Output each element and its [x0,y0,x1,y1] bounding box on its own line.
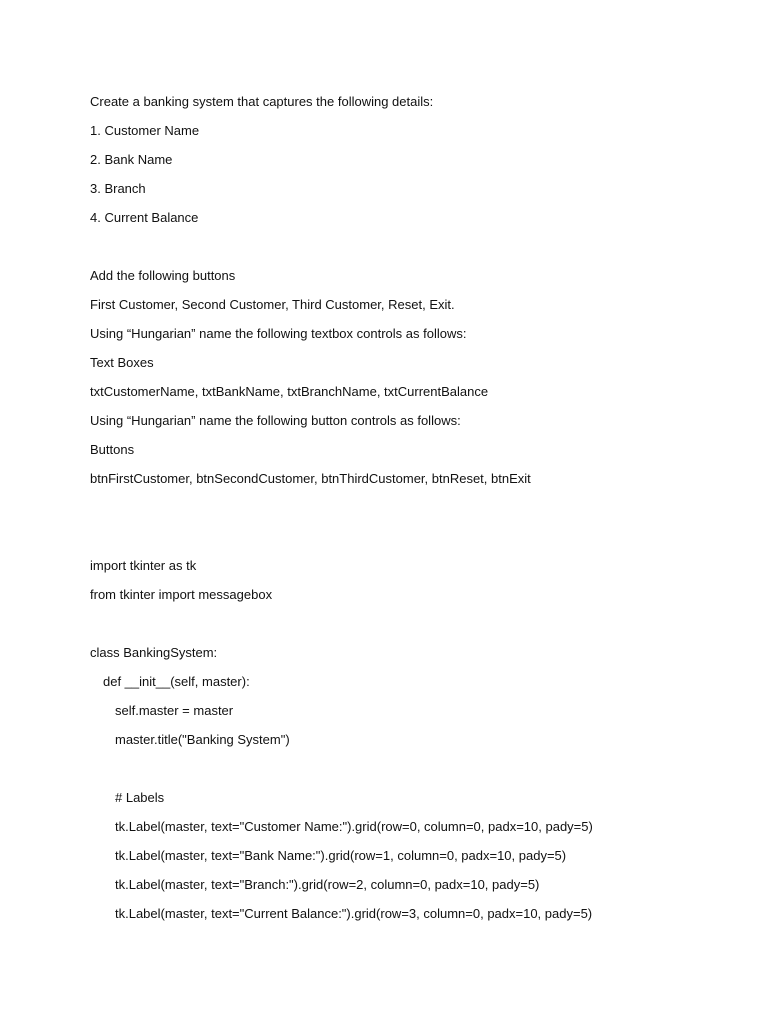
code-label-line: tk.Label(master, text="Branch:").grid(row=2, column=0, padx=10, pady=5) [115,877,540,892]
code-labels-comment: # Labels [115,790,165,805]
code-set-title: master.title("Banking System") [115,732,290,747]
blank-line [90,498,730,527]
code-label-line: tk.Label(master, text="Bank Name:").grid(row=1, column=0, padx=10, pady=5) [115,848,567,863]
textbox-heading: Text Boxes [90,355,154,370]
textbox-names: txtCustomerName, txtBankName, txtBranchName, txtCurrentBalance [90,384,489,399]
code-class-definition: class BankingSystem: [90,645,218,660]
button-names: btnFirstCustomer, btnSecondCustomer, btnThirdCustomer, btnReset, btnExit [90,471,531,486]
button-instruction: Using “Hungarian” name the following button controls as follows: [90,413,461,428]
requirement-item: 2. Bank Name [90,152,173,167]
code-assign-master: self.master = master [115,703,234,718]
blank-line [90,759,730,788]
requirement-item: 1. Customer Name [90,123,200,138]
button-heading: Buttons [90,442,135,457]
blank-line [90,527,730,556]
code-label-line: tk.Label(master, text="Customer Name:").grid(row=0, column=0, padx=10, pady=5) [115,819,593,834]
requirement-item: 3. Branch [90,181,146,196]
blank-line [90,614,730,643]
requirements-intro: Create a banking system that captures the following details: [90,94,434,109]
code-import-messagebox: from tkinter import messagebox [90,587,273,602]
requirement-item: 4. Current Balance [90,210,199,225]
buttons-list: First Customer, Second Customer, Third Customer, Reset, Exit. [90,297,455,312]
buttons-heading: Add the following buttons [90,268,236,283]
textbox-instruction: Using “Hungarian” name the following textbox controls as follows: [90,326,467,341]
code-init-definition: def __init__(self, master): [103,674,250,689]
code-import-tkinter: import tkinter as tk [90,558,197,573]
document-page [90,92,730,933]
code-label-line: tk.Label(master, text="Current Balance:").grid(row=3, column=0, padx=10, pady=5) [115,906,593,921]
blank-line [90,237,730,266]
